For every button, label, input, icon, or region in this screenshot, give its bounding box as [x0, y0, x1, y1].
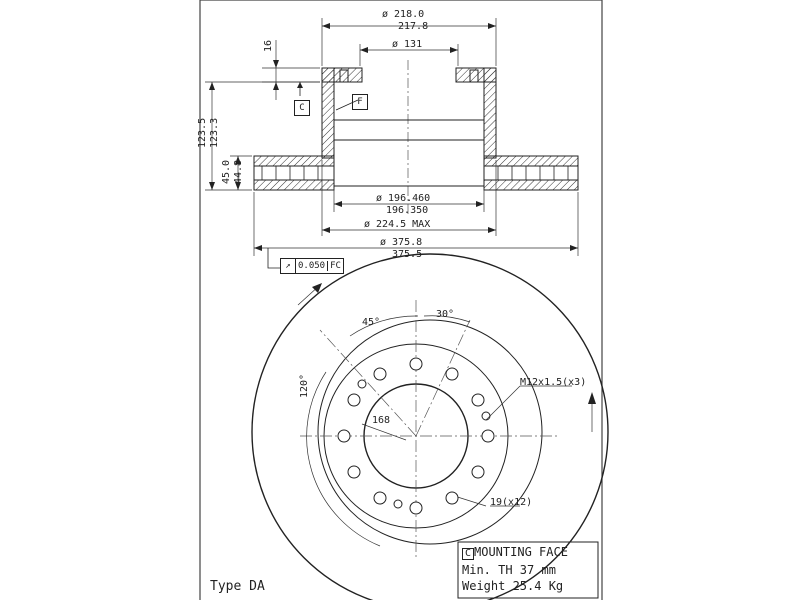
note-thread-holes: M12x1.5(x3) — [520, 377, 587, 388]
weight: Weight 25.4 Kg — [462, 579, 564, 593]
mounting-face-datum: C — [462, 548, 474, 560]
bolt-hole — [410, 358, 422, 370]
dim-outer-top: ø 218.0 — [382, 9, 425, 20]
bolt-hole — [446, 492, 458, 504]
bolt-hole — [472, 466, 484, 478]
dim-height-bottom: 123.3 — [209, 117, 220, 148]
threaded-hole — [358, 380, 366, 388]
type-label: Type DA — [210, 579, 265, 594]
dim-disc-diameter-top: ø 375.8 — [380, 237, 423, 248]
dim-centering-top: ø 196.460 — [376, 193, 431, 204]
bolt-hole — [482, 430, 494, 442]
page-border — [197, 0, 602, 600]
bolt-hole — [338, 430, 350, 442]
bolt-hole — [374, 492, 386, 504]
angle-120: 120° — [299, 373, 310, 398]
mounting-face-label: MOUNTING FACE — [474, 545, 568, 559]
dim-hub-depth: 16 — [263, 39, 274, 52]
dim-pcd: 168 — [372, 415, 391, 426]
note-bolt-holes: 19(x12) — [490, 497, 533, 508]
bolt-hole — [348, 466, 360, 478]
friction-ring-right-upper — [484, 156, 578, 166]
threaded-hole — [482, 412, 490, 420]
friction-ring-right-lower — [484, 180, 578, 190]
dim-max-diameter: ø 224.5 MAX — [364, 219, 431, 230]
threaded-hole — [394, 500, 402, 508]
mounting-face-title-row — [462, 546, 596, 560]
datum-c-box: C — [294, 100, 310, 116]
dim-thickness-top: 45.0 — [221, 159, 232, 184]
dim-hub-bore: ø 131 — [392, 39, 423, 50]
runout-arrow-icon: ↗ — [281, 259, 296, 273]
datum-f-box: F — [352, 94, 368, 110]
bolt-hole — [348, 394, 360, 406]
bolt-hole — [374, 368, 386, 380]
dim-thickness-bottom: 44.8 — [233, 159, 244, 184]
dim-disc-diameter-bottom: 375.5 — [392, 249, 423, 260]
mounting-face-note — [462, 546, 596, 592]
bolt-hole — [446, 368, 458, 380]
min-thickness: Min. TH 37 mm — [462, 563, 556, 577]
angle-45: 45° — [362, 317, 381, 328]
runout-tolerance-frame — [280, 258, 344, 274]
runout-value: 0.050 — [296, 261, 328, 271]
angle-30: 30° — [436, 309, 455, 320]
section-view — [205, 18, 578, 268]
runout-reference: FC — [330, 261, 341, 271]
dim-height-top: 123.5 — [197, 117, 208, 148]
dim-centering-bottom: 196.350 — [386, 205, 429, 216]
bolt-hole — [472, 394, 484, 406]
dim-outer-bottom: 217.8 — [398, 21, 429, 32]
threaded-holes — [358, 380, 490, 508]
bolt-hole — [410, 502, 422, 514]
